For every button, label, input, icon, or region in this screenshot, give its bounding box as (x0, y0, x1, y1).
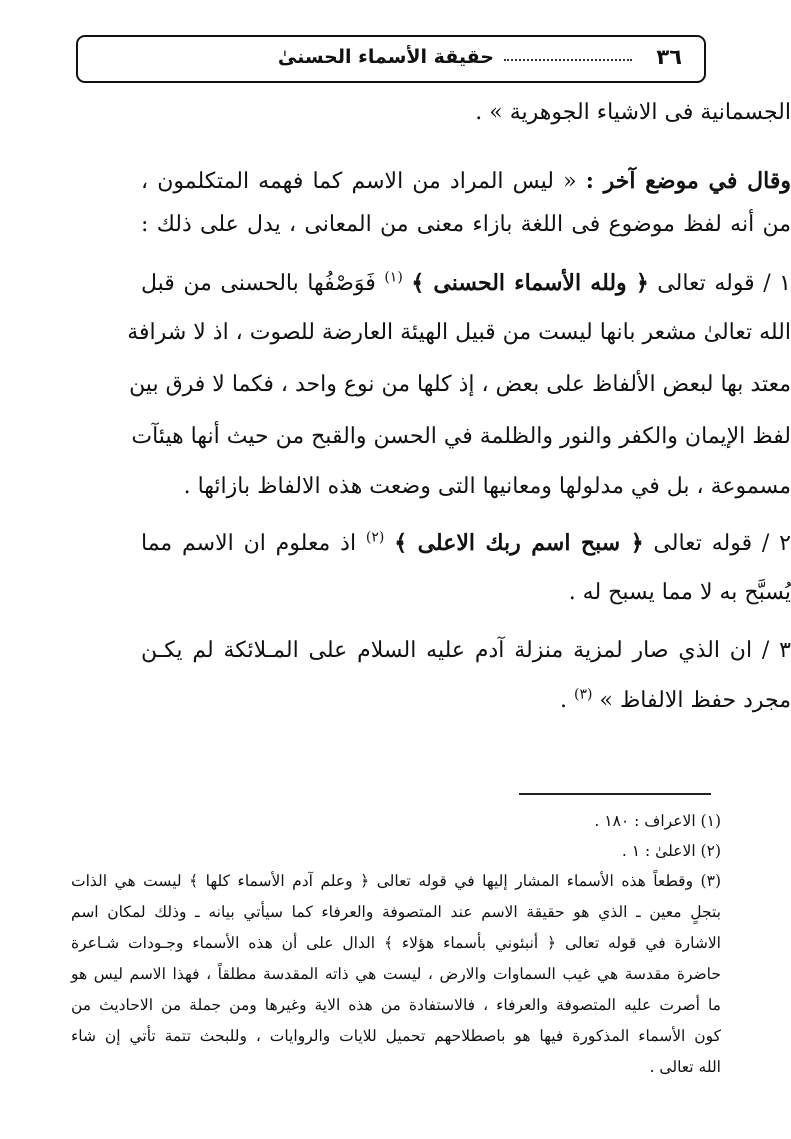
body-text: « ليس المراد من الاسم كما فهمه المتكلمون ، (141, 169, 586, 194)
body-text: الجسمانية فى الاشياء الجوهرية » . (475, 100, 791, 125)
quran-quote: ﴿ ولله الأسماء الحسنى ﴾ (411, 270, 649, 296)
body-text: اذ معلوم ان الاسم مما (141, 531, 366, 556)
body-line-11 (141, 638, 791, 663)
body-text: مجرد حفظ الالفاظ » (599, 688, 791, 713)
body-text: ٢ / قوله تعالى (643, 531, 791, 556)
body-text: مسموعة ، بل في مدلولها ومعانيها التى وضعت هذه الالفاظ بازائها . (183, 474, 791, 499)
body-text: معتد بها لبعض الألفاظ على بعض ، إذ كلها من نوع واحد ، فكما لا فرق بين (129, 372, 791, 397)
body-text: لفظ الإيمان والكفر والنور والظلمة في الحسن والقبح من حيث أنها هيئآت (131, 424, 791, 449)
footnote-ref: (١) (384, 269, 403, 286)
body-text: ٣ / ان الذي صار لمزية منزلة آدم عليه السلام على المـلائكة لم يكـن (141, 638, 791, 663)
running-header (76, 35, 706, 83)
body-line-7 (131, 424, 791, 449)
footnote-3-line: الله تعالى . (649, 1058, 721, 1076)
body-line-6 (129, 372, 791, 397)
body-line-5 (127, 320, 791, 345)
footnote-3-line: ما أصرت عليه المتصوفة والعرفاء ، فالاستفادة من هذه الاية وغيرها ومن جملة من الاحاديث من (71, 996, 721, 1014)
page-number: ٣٦ (656, 45, 682, 69)
footnote-3-line: بتجلٍ معين ـ الذي هو حقيقة الاسم عند المتصوفة والعرفاء كما سيأتي بيانه ـ وذلك لمكان اسم (71, 903, 721, 921)
body-text: . (560, 688, 575, 713)
quran-quote: ﴿ سبح اسم ربك الاعلى ﴾ (394, 530, 644, 556)
body-line-10 (141, 580, 791, 605)
footnote-3-line: (٣) وقطعاً هذه الأسماء المشار إليها في قوله تعالى ﴿ وعلم آدم الأسماء كلها ﴾ ليست هي الذات (71, 872, 721, 890)
footnote-ref: (٢) (365, 529, 385, 546)
body-line-4 (141, 270, 791, 296)
footnote-2: (٢) الاعلىٰ : ١ . (621, 842, 721, 860)
footnote-separator (519, 793, 711, 795)
body-text: الله تعالىٰ مشعر بانها ليست من قبيل الهيئة العارضة للصوت ، اذ لا شرافة (127, 320, 791, 345)
body-text: من أنه لفظ موضوع فى اللغة بازاء معنى من المعانى ، يدل على ذلك : (141, 212, 791, 237)
body-text: يُسبَّح به لا مما يسبح له . (568, 580, 791, 605)
footnote-1: (١) الاعراف : ١٨٠ . (594, 812, 721, 830)
body-line-9 (141, 530, 791, 556)
book-title: حقيقة الأسماء الحسنىٰ (277, 46, 494, 68)
footnote-3-line: حاضرة مقدسة هي غيب السماوات والارض ، ليست هي ذاته المقدسة مطلقاً ، فهذا الاسم ليس هو (71, 965, 721, 983)
body-line-1 (141, 100, 791, 125)
body-line-12 (141, 688, 791, 713)
body-text: ١ / قوله تعالى (648, 271, 791, 296)
body-line-3 (141, 212, 791, 237)
footnote-3-line: كون الأسماء المذكورة فيها هو باصطلاحهم تحميل للايات والروايات ، وللبحث تتمة تأتي إن شاء (71, 1027, 721, 1045)
body-line-8 (141, 474, 791, 499)
footnote-3-line: الاشارة في قوله تعالى ﴿ أنبئوني بأسماء هؤلاء ﴾ الدال على أن هذه الأسماء وجـودات شـاعرة (71, 934, 721, 952)
body-line-2 (141, 168, 791, 194)
body-text: فَوَصْفُها بالحسنى من قبل (141, 271, 385, 296)
footnote-ref: (٣) (574, 686, 593, 703)
speaker-phrase: وقال في موضع آخر : (585, 168, 791, 194)
leader-dots (504, 59, 632, 61)
